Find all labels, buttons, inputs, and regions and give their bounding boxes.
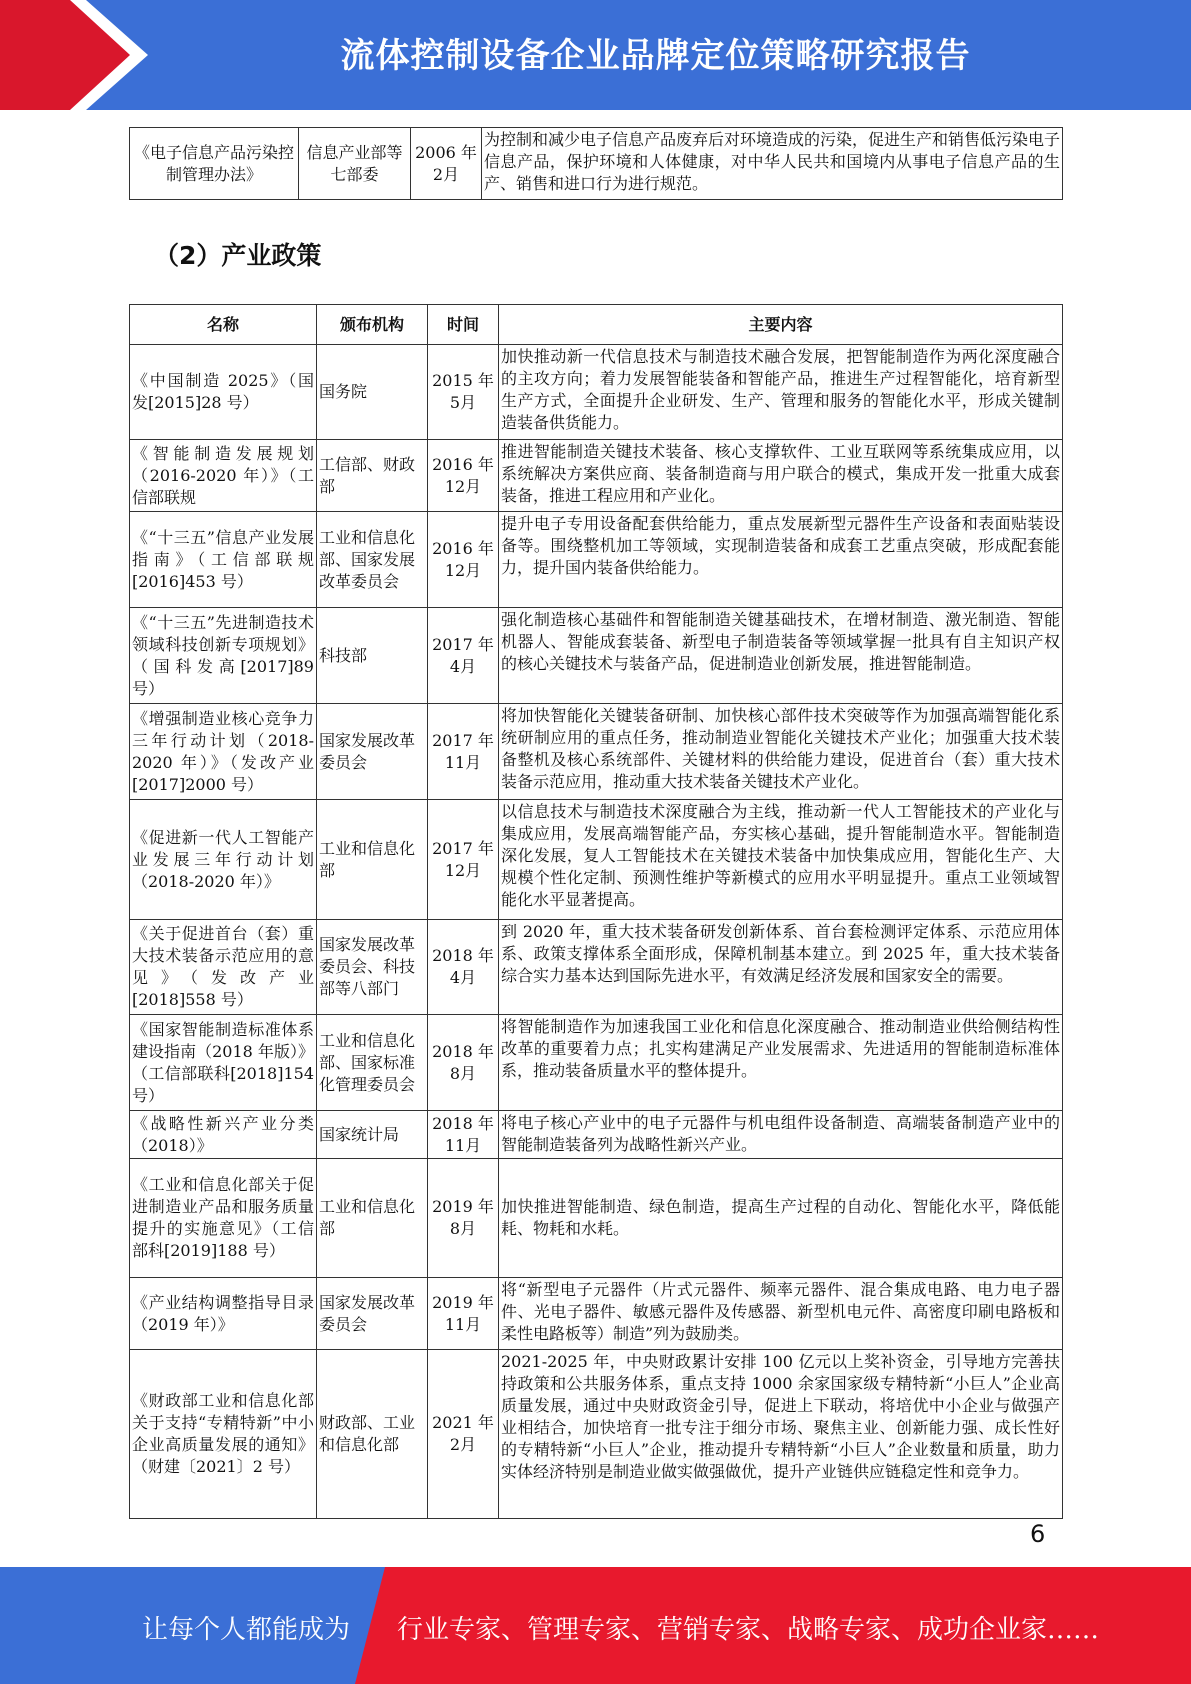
policy-time: 2019 年 8月 (428, 1159, 499, 1278)
policy-time: 2006 年 2月 (411, 128, 482, 200)
table-row (130, 704, 1063, 800)
policy-content: 强化制造核心基础件和智能制造关键基础技术，在增材制造、激光制造、智能机器人、智能成套装备、新型电子制造装备等领域掌握一批具有自主知识产权的核心关键技术与装备产品，促进制造业创新发展，推进智能制造。 (499, 608, 1063, 704)
policy-time: 2021 年 2月 (428, 1350, 499, 1519)
policy-time: 2019 年 11月 (428, 1278, 499, 1350)
policy-content: 将智能制造作为加速我国工业化和信息化深度融合、推动制造业供给侧结构性改革的重要着力点；扎实构建满足产业发展需求、先进适用的智能制造标准体系，推动装备质量水平的整体提升。 (499, 1015, 1063, 1111)
policy-name: 《关于促进首台（套）重大技术装备示范应用的意见》（发改产业[2018]558 号） (130, 920, 317, 1015)
policy-name: 《电子信息产品污染控制管理办法》 (130, 128, 299, 200)
policy-content: 加快推进智能制造、绿色制造，提高生产过程的自动化、智能化水平，降低能耗、物耗和水耗。 (499, 1159, 1063, 1278)
policy-org: 工信部、财政部 (317, 440, 428, 512)
policy-content: 2021-2025 年，中央财政累计安排 100 亿元以上奖补资金，引导地方完善扶持政策和公共服务体系，重点支持 1000 余家国家级专精特新“小巨人”企业高质量发展，通过中央财政资金引导，促进上下联动，将培优中小企业与做强产业相结合，加快培育一批专注于细分市场、聚焦主业、创新能力强、成长性好的专精特新“小巨人”企业，推动提升专精特新“小巨人”企业数量和质量，助力实体经济特别是制造业做实做强做优，提升产业链供应链稳定性和竞争力。 (499, 1350, 1063, 1519)
table-row (130, 512, 1063, 608)
policy-org: 国家发展改革委员会、科技部等八部门 (317, 920, 428, 1015)
policy-time: 2018 年 4月 (428, 920, 499, 1015)
industry-policy-table (129, 304, 1063, 1519)
policy-name: 《财政部工业和信息化部关于支持“专精特新”中小企业高质量发展的通知》（财建〔2021〕2 号） (130, 1350, 317, 1519)
table-row (130, 1350, 1063, 1519)
table-row (130, 1159, 1063, 1278)
table-row (130, 1015, 1063, 1111)
policy-time: 2018 年 8月 (428, 1015, 499, 1111)
table-row (130, 800, 1063, 920)
policy-org: 工业和信息化部、国家标准化管理委员会 (317, 1015, 428, 1111)
policy-org: 信息产业部等七部委 (299, 128, 411, 200)
policy-org: 国家统计局 (317, 1111, 428, 1159)
policy-org: 国家发展改革委员会 (317, 704, 428, 800)
report-title: 流体控制设备企业品牌定位策略研究报告 (340, 36, 971, 76)
page-number: 6 (1030, 1520, 1046, 1548)
policy-name: 《工业和信息化部关于促进制造业产品和服务质量提升的实施意见》（工信部科[2019]188 号） (130, 1159, 317, 1278)
footer-slogan-right: 行业专家、管理专家、营销专家、战略专家、成功企业家…… (397, 1615, 1100, 1645)
policy-org: 财政部、工业和信息化部 (317, 1350, 428, 1519)
policy-content: 提升电子专用设备配套供给能力，重点发展新型元器件生产设备和表面贴装设备等。围绕整机加工等领域，实现制造装备和成套工艺重点突破，形成配套能力，提升国内装备供给能力。 (499, 512, 1063, 608)
policy-content: 将“新型电子元器件（片式元器件、频率元器件、混合集成电路、电力电子器件、光电子器件、敏感元器件及传感器、新型机电元件、高密度印刷电路板和柔性电路板等）制造”列为鼓励类。 (499, 1278, 1063, 1350)
policy-name: 《中国制造 2025》（国 发[2015]28 号） (130, 345, 317, 440)
policy-name: 《“十三五”信息产业发展指南》（工信部联规[2016]453 号） (130, 512, 317, 608)
policy-name: 《智能制造发展规划（2016-2020 年）》（工 信部联规 (130, 440, 317, 512)
policy-content: 加快推动新一代信息技术与制造技术融合发展，把智能制造作为两化深度融合的主攻方向；着力发展智能装备和智能产品，推进生产过程智能化，培育新型生产方式，全面提升企业研发、生产、管理和服务的智能化水平，形成关键制造装备供货能力。 (499, 345, 1063, 440)
table-row (130, 440, 1063, 512)
policy-time: 2017 年 4月 (428, 608, 499, 704)
page-header (0, 0, 1191, 110)
policy-time: 2017 年 11月 (428, 704, 499, 800)
policy-content: 为控制和减少电子信息产品废弃后对环境造成的污染，促进生产和销售低污染电子信息产品，保护环境和人体健康，对中华人民共和国境内从事电子信息产品的生产、销售和进口行为进行规范。 (482, 128, 1063, 200)
policy-time: 2016 年 12月 (428, 512, 499, 608)
page-footer (0, 1567, 1191, 1684)
section-title: （2）产业政策 (154, 241, 322, 270)
policy-name: 《增强制造业核心竞争力三年行动计划（2018-2020 年）》（发改产业[2017]2000 号） (130, 704, 317, 800)
header-red-chevron (0, 0, 140, 110)
policy-org: 国务院 (317, 345, 428, 440)
policy-name: 《战略性新兴产业分类（2018）》 (130, 1111, 317, 1159)
policy-name: 《“十三五”先进制造技术领域科技创新专项规划》（国科发高[2017]89 号） (130, 608, 317, 704)
policy-content: 推进智能制造关键技术装备、核心支撑软件、工业互联网等系统集成应用，以系统解决方案供应商、装备制造商与用户联合的模式，集成开发一批重大成套装备，推进工程应用和产业化。 (499, 440, 1063, 512)
column-header-time: 时间 (428, 305, 499, 345)
table-row (130, 920, 1063, 1015)
policy-org: 工业和信息化部、国家发展改革委员会 (317, 512, 428, 608)
table-header-row (130, 305, 1063, 345)
policy-name: 《国家智能制造标准体系建设指南（2018 年版）》（工信部联科[2018]154 号） (130, 1015, 317, 1111)
policy-time: 2016 年 12月 (428, 440, 499, 512)
table-row (130, 608, 1063, 704)
policy-time: 2017 年 12月 (428, 800, 499, 920)
policy-content: 将加快智能化关键装备研制、加快核心部件技术突破等作为加强高端智能化系统研制应用的重点任务，推动制造业智能化关键技术产业化；加强重大技术装备整机及核心系统部件、关键材料的供给能力建设，促进首台（套）重大技术装备示范应用，推动重大技术装备关键技术产业化。 (499, 704, 1063, 800)
table-row (130, 128, 1063, 200)
table-row (130, 1278, 1063, 1350)
policy-content: 将电子核心产业中的电子元器件与机电组件设备制造、高端装备制造产业中的智能制造装备列为战略性新兴产业。 (499, 1111, 1063, 1159)
policy-content: 以信息技术与制造技术深度融合为主线，推动新一代人工智能技术的产业化与集成应用，发展高端智能产品，夯实核心基础，提升智能制造水平。智能制造深化发展，复人工智能技术在关键技术装备中加快集成应用，智能化生产、大规模个性化定制、预测性维护等新模式的应用水平明显提升。重点工业领域智能化水平显著提高。 (499, 800, 1063, 920)
policy-name: 《产业结构调整指导目录（2019 年）》 (130, 1278, 317, 1350)
policy-time: 2018 年 11月 (428, 1111, 499, 1159)
column-header-content: 主要内容 (499, 305, 1063, 345)
policy-org: 工业和信息化部 (317, 1159, 428, 1278)
footer-slogan-left: 让每个人都能成为 (142, 1615, 351, 1645)
policy-org: 工业和信息化部 (317, 800, 428, 920)
policy-org: 科技部 (317, 608, 428, 704)
table-row (130, 345, 1063, 440)
top-policy-table (129, 127, 1063, 200)
table-row (130, 1111, 1063, 1159)
column-header-org: 颁布机构 (317, 305, 428, 345)
policy-name: 《促进新一代人工智能产业发展三年行动计划（2018-2020 年）》 (130, 800, 317, 920)
policy-org: 国家发展改革委员会 (317, 1278, 428, 1350)
policy-time: 2015 年 5月 (428, 345, 499, 440)
column-header-name: 名称 (130, 305, 317, 345)
policy-content: 到 2020 年，重大技术装备研发创新体系、首台套检测评定体系、示范应用体系、政策支撑体系全面形成，保障机制基本建立。到 2025 年，重大技术装备综合实力基本达到国际先进水平，有效满足经济发展和国家安全的需要。 (499, 920, 1063, 1015)
